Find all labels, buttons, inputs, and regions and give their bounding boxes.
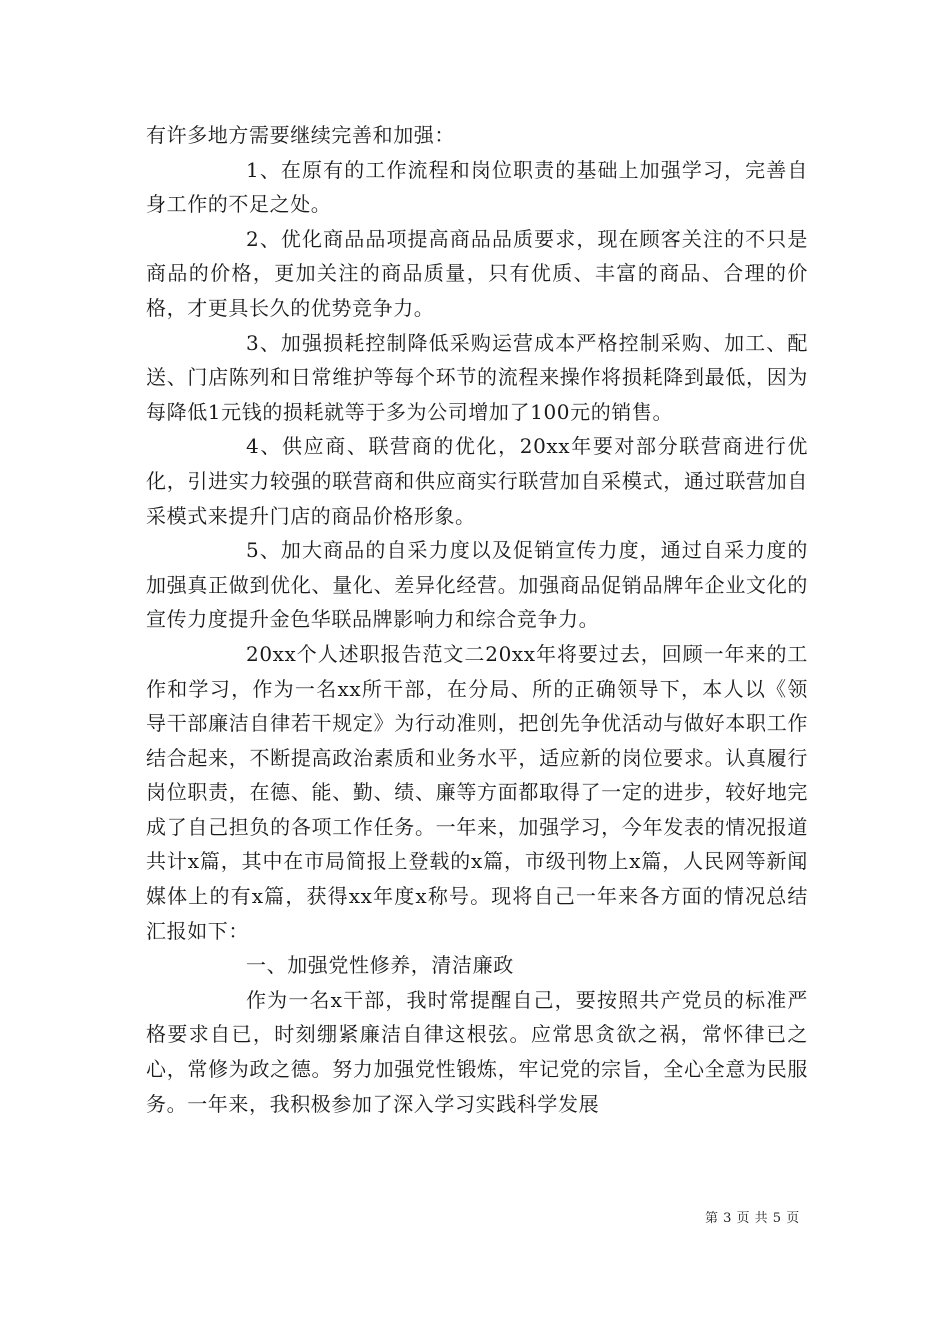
paragraph-item-3: 3、加强损耗控制降低采购运营成本严格控制采购、加工、配送、门店陈列和日常维护等每个环节的流程来操作将损耗降到最低，因为每降低1元钱的损耗就等于多为公司增加了100元的销售。 <box>146 330 808 424</box>
paragraph-item-1: 1、在原有的工作流程和岗位职责的基础上加强学习，完善自身工作的不足之处。 <box>146 157 808 217</box>
paragraph-intro: 有许多地方需要继续完善和加强： <box>146 123 455 147</box>
page-number-footer: 第 3 页 共 5 页 <box>705 1211 800 1226</box>
paragraph-section-1-body: 作为一名x干部，我时常提醒自己，要按照共产党员的标准严格要求自已，时刻绷紧廉洁自律这根弦。应常思贪欲之祸，常怀律已之心，常修为政之德。努力加强党性锻炼，牢记党的宗旨，全心全意为民服务。一年来，我积极参加了深入学习实践科学发展 <box>146 987 808 1116</box>
section-heading-1: 一、加强党性修养，清洁廉政 <box>246 953 514 978</box>
paragraph-item-2: 2、优化商品品项提高商品品质要求，现在顾客关注的不只是商品的价格，更加关注的商品质量，只有优质、丰富的商品、合理的价格，才更具长久的优势竞争力。 <box>146 226 808 320</box>
paragraph-report-intro: 20xx个人述职报告范文二20xx年将要过去，回顾一年来的工作和学习，作为一名xx所干部，在分局、所的正确领导下，本人以《领导干部廉洁自律若干规定》为行动准则，把创先争优活动与做好本职工作结合起来，不断提高政治素质和业务水平，适应新的岗位要求。认真履行岗位职责，在德、能、勤、绩、廉等方面都取得了一定的进步，较好地完成了自己担负的各项工作任务。一年来，加强学习，今年发表的情况报道共计x篇，其中在市局简报上登载的x篇，市级刊物上x篇，人民网等新闻媒体上的有x篇，获得xx年度x称号。现将自己一年来各方面的情况总结汇报如下： <box>146 641 808 943</box>
paragraph-item-4: 4、供应商、联营商的优化，20xx年要对部分联营商进行优化，引进实力较强的联营商和供应商实行联营加自采模式，通过联营加自采模式来提升门店的商品价格形象。 <box>146 434 808 528</box>
document-body <box>146 118 808 1121</box>
paragraph-item-5: 5、加大商品的自采力度以及促销宣传力度，通过自采力度的加强真正做到优化、量化、差异化经营。加强商品促销品牌年企业文化的宣传力度提升金色华联品牌影响力和综合竞争力。 <box>146 538 808 632</box>
